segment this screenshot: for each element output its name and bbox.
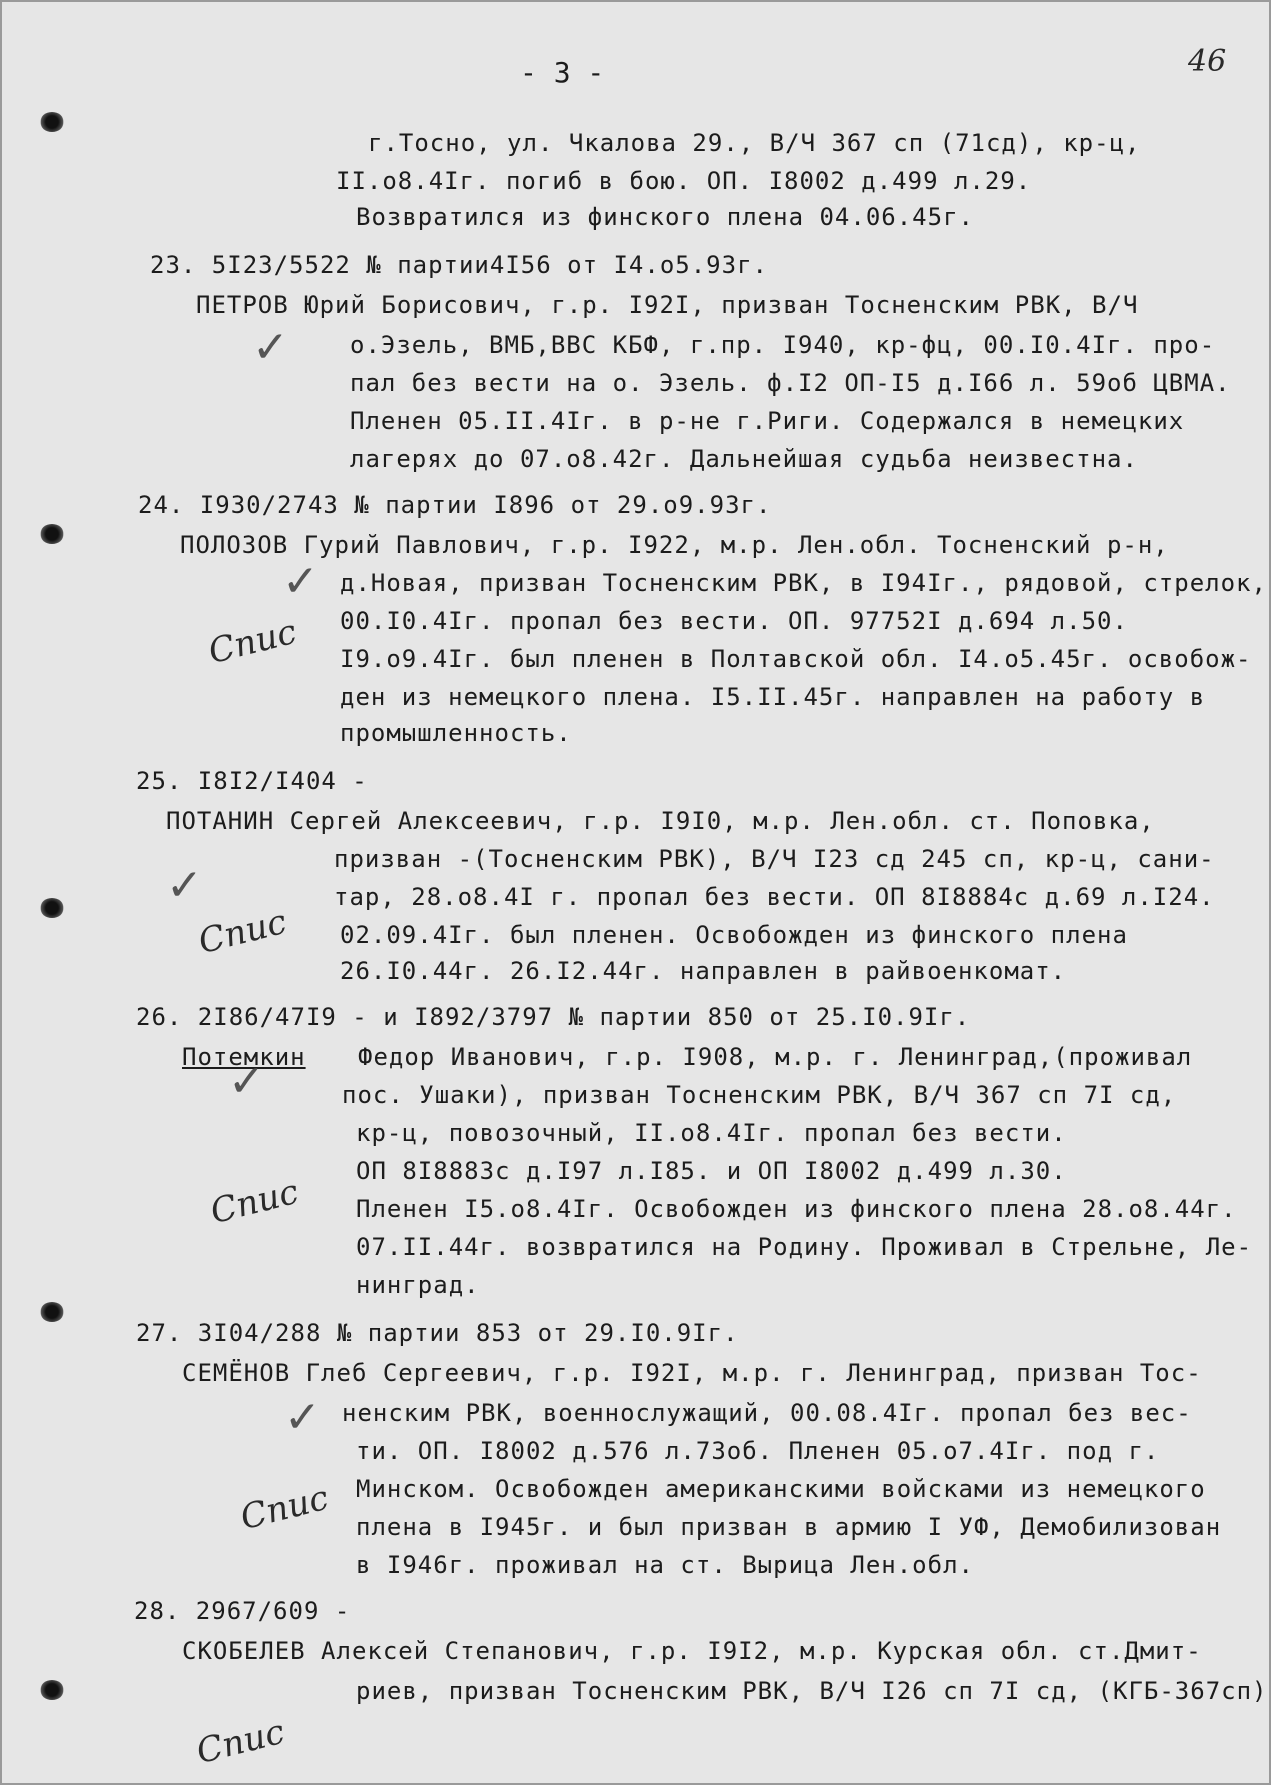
text-line: д.Новая, призван Тосненским РВК, в I94Iг., рядовой, стрелок,: [340, 569, 1267, 597]
punch-hole-4: [40, 1302, 64, 1322]
entry-name-line: СКОБЕЛЕВ Алексей Степанович, г.р. I9I2, м.р. Курская обл. ст.Дмит-: [182, 1637, 1202, 1665]
handwritten-mark: Спис: [236, 1477, 333, 1539]
check-mark-icon: ✓: [282, 556, 319, 607]
check-mark-icon: ✓: [284, 1392, 321, 1443]
entry-name-line: ПОЛОЗОВ Гурий Павлович, г.р. I922, м.р. Лен.обл. Тосненский р-н,: [180, 531, 1169, 559]
handwritten-mark: Спис: [194, 901, 291, 963]
check-mark-icon: ✓: [228, 1056, 265, 1107]
text-line: пос. Ушаки), призван Тосненским РВК, В/Ч 367 сп 7I сд,: [342, 1081, 1177, 1109]
punch-hole-2: [40, 524, 64, 544]
entry-header: 27. 3I04/288 № партии 853 от 29.I0.9Iг.: [136, 1319, 739, 1347]
text-line: Минском. Освобожден американскими войсками из немецкого: [356, 1475, 1206, 1503]
punch-hole-3: [40, 898, 64, 918]
text-line: II.о8.4Iг. погиб в бою. ОП. I8002 д.499 л.29.: [336, 167, 1032, 195]
text-line: Возвратился из финского плена 04.06.45г.: [356, 203, 974, 231]
text-line: ненским РВК, военнослужащий, 00.08.4Iг. пропал без вес-: [342, 1399, 1192, 1427]
text-line: 00.I0.4Iг. пропал без вести. ОП. 97752I д.694 л.50.: [340, 607, 1128, 635]
entry-header: 28. 2967/609 -: [134, 1597, 351, 1625]
punch-hole-1: [40, 112, 64, 132]
entry-name-line: ПОТАНИН Сергей Алексеевич, г.р. I9I0, м.р. Лен.обл. ст. Поповка,: [166, 807, 1155, 835]
text-line: Федор Иванович, г.р. I908, м.р. г. Ленинград,(проживал: [358, 1043, 1193, 1071]
punch-hole-5: [40, 1680, 64, 1700]
text-line: тар, 28.о8.4I г. пропал без вести. ОП 8I8884с д.69 л.I24.: [334, 883, 1215, 911]
text-line: Пленен 05.II.4Iг. в р-не г.Риги. Содержался в немецких: [350, 407, 1185, 435]
text-line: 07.II.44г. возвратился на Родину. Проживал в Стрельне, Ле-: [356, 1233, 1253, 1261]
entry-header: 24. I930/2743 № партии I896 от 29.о9.93г.: [138, 491, 772, 519]
text-line: плена в I945г. и был призван в армию I УФ, Демобилизован: [356, 1513, 1222, 1541]
text-line: в I946г. проживал на ст. Вырица Лен.обл.: [356, 1551, 974, 1579]
text-line: пал без вести на о. Эзель. ф.I2 ОП-I5 д.I66 л. 59об ЦВМА.: [350, 369, 1231, 397]
text-line: 02.09.4Iг. был пленен. Освобожден из финского плена: [340, 921, 1128, 949]
check-mark-icon: ✓: [166, 860, 203, 911]
text-line: ти. ОП. I8002 д.576 л.73об. Пленен 05.о7.4Iг. под г.: [356, 1437, 1160, 1465]
text-line: промышленность.: [340, 719, 572, 747]
text-line: I9.о9.4Iг. был пленен в Полтавской обл. I4.о5.45г. освобож-: [340, 645, 1252, 673]
text-line: ден из немецкого плена. I5.II.45г. направлен на работу в: [340, 683, 1206, 711]
text-line: 26.I0.44г. 26.I2.44г. направлен в райвоенкомат.: [340, 957, 1067, 985]
entry-header: 26. 2I86/47I9 - и I892/3797 № партии 850 от 25.I0.9Iг.: [136, 1003, 971, 1031]
entry-surname: Потемкин: [182, 1043, 306, 1071]
archive-page-number: 46: [1188, 44, 1227, 79]
handwritten-mark: Спис: [206, 1171, 303, 1233]
text-line: г.Тосно, ул. Чкалова 29., В/Ч 367 сп (71сд), кр-ц,: [368, 129, 1141, 157]
entry-name-line: ПЕТРОВ Юрий Борисович, г.р. I92I, призван Тосненским РВК, В/Ч: [196, 291, 1139, 319]
text-line: кр-ц, повозочный, II.о8.4Iг. пропал без вести.: [356, 1119, 1067, 1147]
handwritten-mark: Спис: [204, 611, 301, 673]
entry-header: 25. I8I2/I404 -: [136, 767, 368, 795]
text-line: Пленен I5.о8.4Iг. Освобожден из финского плена 28.о8.44г.: [356, 1195, 1237, 1223]
entry-name-line: СЕМЁНОВ Глеб Сергеевич, г.р. I92I, м.р. г. Ленинград, призван Тос-: [182, 1359, 1202, 1387]
text-line: о.Эзель, ВМБ,ВВС КБФ, г.пр. I940, кр-фц, 00.I0.4Iг. про-: [350, 331, 1216, 359]
page-number: - 3 -: [520, 56, 605, 89]
handwritten-mark: Спис: [192, 1711, 289, 1773]
check-mark-icon: ✓: [252, 322, 289, 373]
text-line: лагерях до 07.о8.42г. Дальнейшая судьба неизвестна.: [350, 445, 1138, 473]
entry-header: 23. 5I23/5522 № партии4I56 от I4.о5.93г.: [150, 251, 768, 279]
text-line: ОП 8I8883с д.I97 л.I85. и ОП I8002 д.499 л.30.: [356, 1157, 1067, 1185]
text-line: призван -(Тосненским РВК), В/Ч I23 сд 245 сп, кр-ц, сани-: [334, 845, 1215, 873]
text-line: риев, призван Тосненским РВК, В/Ч I26 сп 7I сд, (КГБ-367сп): [356, 1677, 1268, 1705]
text-line: нинград.: [356, 1271, 480, 1299]
